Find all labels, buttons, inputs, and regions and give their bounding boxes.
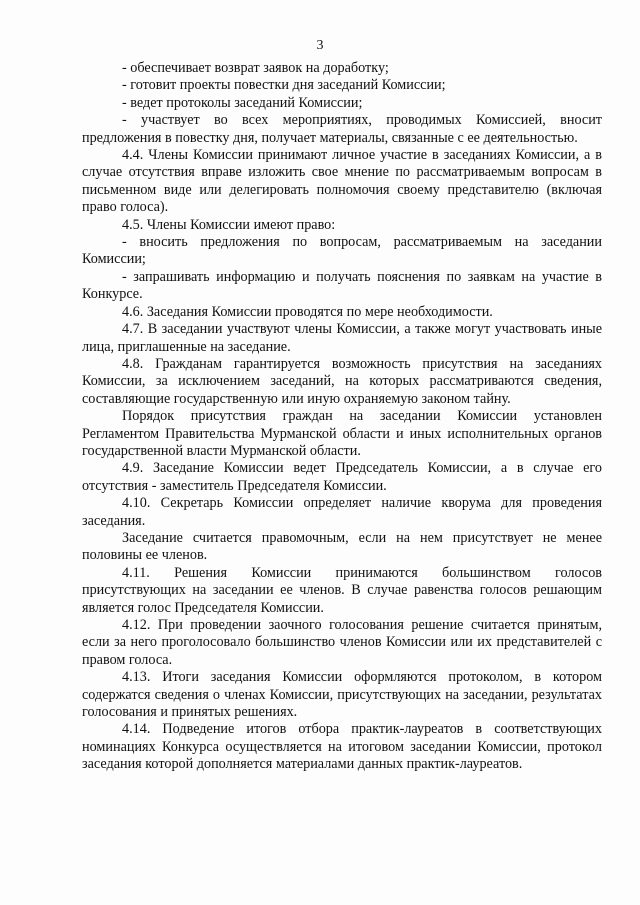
paragraph-4-4: 4.4. Члены Комиссии принимают личное участие в заседаниях Комиссии, а в случае отсутствия вправе изложить свое мнение по рассматриваемым вопросам в письменном виде или делегировать полномочия своему представителю (включая право голоса). <box>82 147 602 216</box>
paragraph-4-5-right-information: - запрашивать информацию и получать пояснения по заявкам на участие в Конкурсе. <box>82 268 602 303</box>
paragraph-secretary-keeps-minutes: - ведет протоколы заседаний Комиссии; <box>122 94 363 111</box>
paragraph-4-9: 4.9. Заседание Комиссии ведет Председатель Комиссии, а в случае его отсутствия - заместитель Председателя Комиссии. <box>82 460 602 494</box>
paragraph-attendance-procedure: Порядок присутствия граждан на заседании Комиссии установлен Регламентом Правительства Мурманской области и иных исполнительных органов государственной власти Мурманской области. <box>82 408 602 459</box>
page-number: 3 <box>316 38 324 53</box>
paragraph-4-7: 4.7. В заседании участвуют члены Комиссии, а также могут участвовать иные лица, приглашенные на заседание. <box>82 321 602 355</box>
document-body <box>82 60 602 774</box>
paragraph-secretary-prepares-agenda: - готовит проекты повестки дня заседаний Комиссии; <box>122 77 446 94</box>
paragraph-4-14: 4.14. Подведение итогов отбора практик-лауреатов в соответствующих номинациях Конкурса осуществляется на итоговом заседании Комиссии, протокол заседания которой дополняется материалами данных практик-лауреатов. <box>82 721 602 773</box>
paragraph-quorum: Заседание считается правомочным, если на нем присутствует не менее половины ее членов. <box>82 529 602 564</box>
paragraph-4-5: 4.5. Члены Комиссии имеют право: <box>122 216 336 233</box>
paragraph-4-10: 4.10. Секретарь Комиссии определяет наличие кворума для проведения заседания. <box>82 495 602 529</box>
paragraph-4-6: 4.6. Заседания Комиссии проводятся по мере необходимости. <box>122 303 493 320</box>
paragraph-4-12: 4.12. При проведении заочного голосования решение считается принятым, если за него проголосовало большинство членов Комиссии или их представителей с правом голоса. <box>82 617 602 668</box>
paragraph-4-11: 4.11. Решения Комиссии принимаются большинством голосов присутствующих на заседании ее членов. В случае равенства голосов решающим является голос Председателя Комиссии. <box>82 564 602 616</box>
paragraph-4-8: 4.8. Гражданам гарантируется возможность присутствия на заседаниях Комиссии, за исключением заседаний, на которых рассматриваются сведения, составляющие государственную или иную охраняемую законом тайну. <box>82 355 602 407</box>
paragraph-secretary-participates: - участвует во всех мероприятиях, проводимых Комиссией, вносит предложения в повестку дня, получает материалы, связанные с ее деятельностью. <box>82 112 602 146</box>
paragraph-4-13: 4.13. Итоги заседания Комиссии оформляются протоколом, в котором содержатся сведения о членах Комиссии, присутствующих на заседании, результатах голосования и принятых решениях. <box>82 669 602 721</box>
paragraph-4-5-right-proposals: - вносить предложения по вопросам, рассматриваемым на заседании Комиссии; <box>82 234 602 268</box>
paragraph-secretary-returns-applications: - обеспечивает возврат заявок на доработку; <box>122 60 389 76</box>
